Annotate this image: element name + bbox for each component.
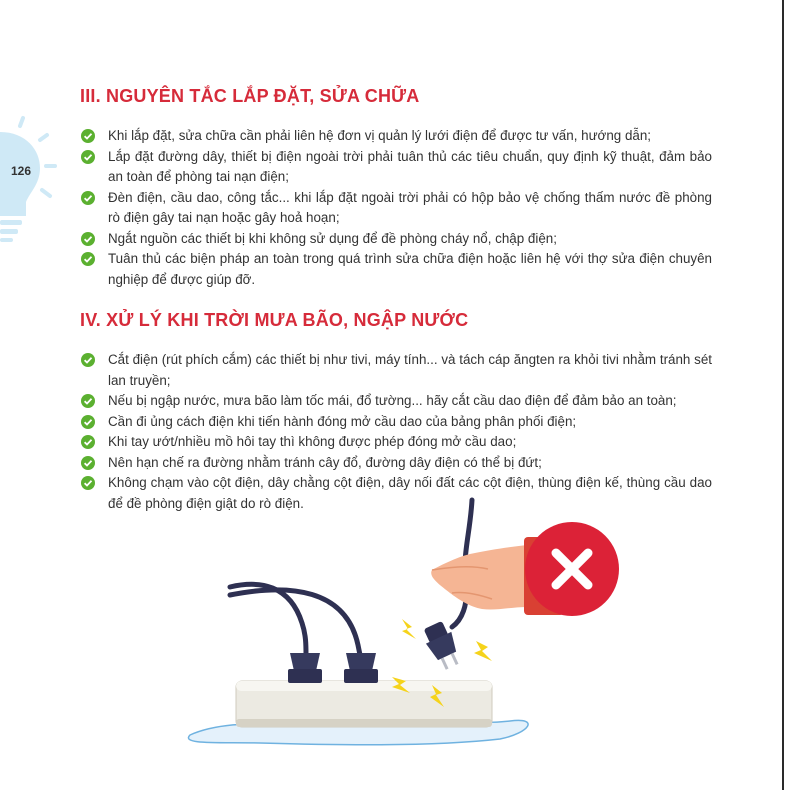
section-3-heading: III. NGUYÊN TẮC LẮP ĐẶT, SỬA CHỮA <box>80 86 420 106</box>
check-circle-icon <box>81 476 95 490</box>
list-item: Cần đi ủng cách điện khi tiến hành đóng mở cầu dao của bảng phân phối điện; <box>80 412 712 433</box>
power-cable <box>230 590 360 655</box>
list-item: Không chạm vào cột điện, dây chằng cột điện, dây nối đất các cột điện, thùng điện kế, thùng cầu dao để đề phòng điện giật do rò điện. <box>80 473 712 514</box>
list-item: Tuân thủ các biện pháp an toàn trong quá trình sửa chữa điện hoặc liên hệ với thợ sửa điện chuyên nghiệp để được giúp đỡ. <box>80 249 712 290</box>
section-4-heading: IV. XỬ LÝ KHI TRỜI MƯA BÃO, NGẬP NƯỚC <box>80 310 469 330</box>
lightbulb-icon <box>0 110 62 250</box>
page-number: 126 <box>11 164 32 178</box>
check-circle-icon <box>81 456 95 470</box>
check-circle-icon <box>81 191 95 205</box>
section-3-list <box>80 126 712 290</box>
list-item: Lắp đặt đường dây, thiết bị điện ngoài trời phải tuân thủ các tiêu chuẩn, quy định kỹ thuật, đảm bảo an toàn để phòng tai nạn điện; <box>80 147 712 188</box>
check-circle-icon <box>81 353 95 367</box>
list-item: Nên hạn chế ra đường nhằm tránh cây đổ, đường dây điện có thể bị đứt; <box>80 453 712 474</box>
list-item: Ngắt nguồn các thiết bị khi không sử dụng để đề phòng cháy nổ, chập điện; <box>80 229 712 250</box>
list-item: Khi lắp đặt, sửa chữa cần phải liên hệ đơn vị quản lý lưới điện để được tư vấn, hướng dẫn; <box>80 126 712 147</box>
list-item: Nếu bị ngập nước, mưa bão làm tốc mái, đổ tường... hãy cắt cầu dao điện để đảm bảo an toàn; <box>80 391 712 412</box>
list-item: Đèn điện, cầu dao, công tắc... khi lắp đặt ngoài trời phải có hộp bảo vệ chống thấm nước đề phòng rò điện gây tai nạn hoặc gây hoả hoạn; <box>80 188 712 229</box>
check-circle-icon <box>81 435 95 449</box>
hand <box>431 545 528 610</box>
check-circle-icon <box>81 129 95 143</box>
section-4-list <box>80 350 712 514</box>
power-strip <box>236 681 492 727</box>
check-circle-icon <box>81 150 95 164</box>
page-edge <box>782 0 784 790</box>
check-circle-icon <box>81 394 95 408</box>
list-item: Khi tay ướt/nhiều mồ hôi tay thì không được phép đóng mở cầu dao; <box>80 432 712 453</box>
unsafe-plug-illustration <box>170 495 620 755</box>
check-circle-icon <box>81 415 95 429</box>
prohibit-x-icon <box>525 522 619 616</box>
plug <box>288 653 322 683</box>
check-circle-icon <box>81 232 95 246</box>
plug <box>420 619 465 673</box>
list-item: Cắt điện (rút phích cắm) các thiết bị như tivi, máy tính... và tách cáp ăngten ra khỏi tivi nhằm tránh sét lan truyền; <box>80 350 712 391</box>
check-circle-icon <box>81 252 95 266</box>
plug <box>344 653 378 683</box>
